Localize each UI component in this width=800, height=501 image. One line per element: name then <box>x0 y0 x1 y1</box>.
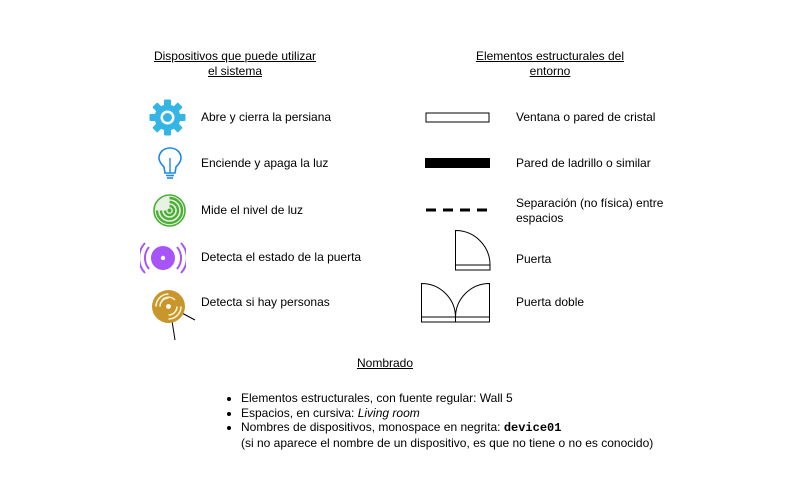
naming-title: Nombrado <box>356 356 414 370</box>
dashed-separation-icon <box>424 206 492 214</box>
door-icon <box>454 229 494 273</box>
naming-spaces-prefix: Espacios, en cursiva: <box>241 405 358 420</box>
legend-label-blind: Abre y cierra la persiana <box>201 110 332 124</box>
gear-icon <box>149 99 186 136</box>
naming-item-structural <box>241 391 653 406</box>
structures-title-line1: Elementos estructurales del <box>475 49 625 63</box>
naming-spaces-example: Living room <box>357 405 420 420</box>
naming-devices-note: (si no aparece el nombre de un dispositivo, es que no tiene o no es conocido) <box>241 435 654 450</box>
door-sensor-icon <box>140 239 186 277</box>
legend-label-light: Enciende y apaga la luz <box>201 156 329 170</box>
legend-label-glass-wall: Ventana o pared de cristal <box>516 110 656 124</box>
structures-title <box>450 49 650 79</box>
presence-sensor-icon <box>150 288 198 342</box>
devices-title-line2: el sistema <box>207 64 263 78</box>
legend-label-light-level: Mide el nivel de luz <box>201 203 304 217</box>
legend-label-door-state: Detecta el estado de la puerta <box>201 250 362 264</box>
naming-devices-example: device01 <box>503 421 562 435</box>
legend-label-door: Puerta <box>516 252 552 266</box>
separation-line2: espacios <box>516 211 564 225</box>
brick-wall-icon <box>424 157 492 169</box>
structures-title-line2: entorno <box>529 64 571 78</box>
naming-devices-prefix: Nombres de dispositivos, monospace en negrita: <box>241 420 504 434</box>
lightbulb-icon <box>156 146 184 180</box>
naming-item-devices <box>241 420 653 450</box>
devices-title-line1: Dispositivos que puede utilizar <box>153 49 317 63</box>
devices-title <box>135 49 335 79</box>
separation-line1: Separación (no física) entre <box>516 196 664 210</box>
legend-label-double-door: Puerta doble <box>516 295 585 309</box>
naming-structural-example: Wall 5 <box>479 391 513 405</box>
legend-label-brick-wall: Pared de ladrillo o similar <box>516 156 651 170</box>
naming-structural-prefix: Elementos estructurales, con fuente regular: <box>241 391 480 405</box>
naming-list <box>223 391 653 450</box>
light-sensor-icon <box>153 194 186 227</box>
glass-wall-icon <box>424 111 492 125</box>
legend-label-presence: Detecta si hay personas <box>201 295 330 309</box>
naming-item-spaces <box>241 406 653 421</box>
double-door-icon <box>420 282 492 324</box>
legend-label-separation <box>516 196 663 226</box>
